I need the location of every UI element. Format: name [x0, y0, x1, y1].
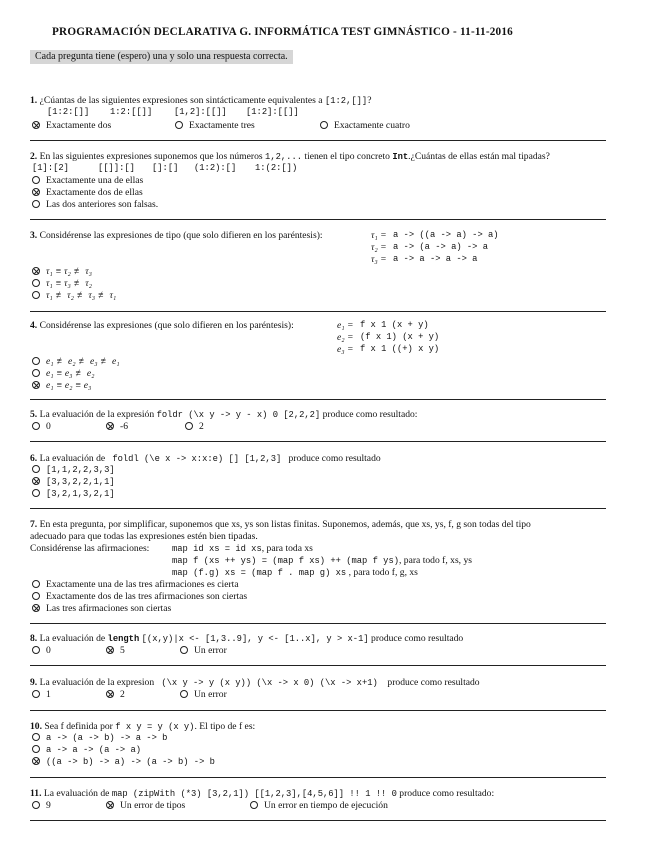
question-2-text3: .¿Cuántas de ellas están mal tipadas?	[408, 151, 550, 162]
q4-option-a[interactable]	[32, 356, 120, 368]
radio-empty-icon	[32, 690, 40, 698]
question-9-text2: produce como resultado	[387, 677, 480, 688]
option-label: Exactamente una de las tres afirmaciones es cierta	[46, 579, 239, 590]
radio-empty-icon	[32, 465, 40, 473]
divider	[30, 311, 606, 312]
question-11-number: 11.	[30, 788, 42, 799]
option-label: Un error en tiempo de ejecución	[264, 800, 388, 811]
option-label: Un error	[194, 645, 227, 656]
q7-claim-1	[172, 543, 313, 556]
radio-empty-icon	[32, 200, 40, 208]
question-2-type: Int	[392, 152, 409, 162]
option-label: τ₁ ≢ τ₂ ≢ τ₃ ≢ τ₁	[46, 290, 117, 301]
q11-option-c[interactable]	[250, 800, 388, 812]
option-label: Exactamente dos de ellas	[46, 187, 143, 198]
q4-def-2-lhs: e₂ =	[337, 332, 354, 343]
question-7-stem	[30, 519, 531, 531]
radio-checked-icon	[32, 267, 40, 275]
question-10-text: Sea f definida por	[44, 721, 113, 732]
q6-option-b[interactable]	[32, 477, 115, 489]
divider	[30, 399, 606, 400]
radio-empty-icon	[32, 745, 40, 753]
radio-empty-icon	[185, 422, 193, 430]
radio-empty-icon	[32, 369, 40, 377]
q7-option-a[interactable]	[32, 579, 239, 591]
q9-option-a[interactable]	[32, 689, 51, 701]
question-1-target-expr: [1:2,[]]	[324, 96, 368, 106]
q1-option-c[interactable]	[320, 120, 410, 132]
option-label: τ₁ ≡ τ₂ ≢ τ₃	[46, 266, 92, 277]
option-label: [1,1,2,2,3,3]	[46, 465, 115, 475]
question-3-stem	[30, 230, 323, 242]
q10-option-a[interactable]	[32, 733, 167, 745]
divider	[30, 665, 606, 666]
option-label: e₁ ≢ e₂ ≢ e₃ ≢ e₁	[46, 356, 120, 367]
question-6-number: 6.	[30, 453, 38, 464]
radio-checked-icon	[106, 801, 114, 809]
q6-option-c[interactable]	[32, 489, 115, 501]
radio-empty-icon	[32, 422, 40, 430]
radio-empty-icon	[32, 801, 40, 809]
question-5-text2: produce como resultado:	[322, 409, 418, 420]
question-9-number: 9.	[30, 677, 38, 688]
radio-empty-icon	[32, 291, 40, 299]
q2-expr-1: [1]:[2]	[32, 163, 69, 173]
option-label: -6	[120, 421, 128, 432]
q4-def-1-rhs: f x 1 (x + y)	[360, 320, 429, 330]
q1-expr-1: [1:2:[]]	[47, 107, 90, 117]
question-11-stem	[30, 788, 494, 801]
question-11-text2: produce como resultado:	[399, 788, 495, 799]
question-10-text2: . El tipo de f es:	[194, 721, 256, 732]
option-label: Exactamente dos de las tres afirmaciones son ciertas	[46, 591, 248, 602]
radio-empty-icon	[180, 690, 188, 698]
option-label: τ₁ ≡ τ₃ ≢ τ₂	[46, 278, 92, 289]
question-8-number: 8.	[30, 633, 38, 644]
question-1-text: ¿Cúantas de las siguientes expresiones son sintácticamente equivalentes a	[39, 95, 323, 106]
question-1-stem	[30, 95, 371, 108]
radio-checked-icon	[106, 422, 114, 430]
question-7-line1: En esta pregunta, por simplificar, suponemos que xs, ys son listas finitas. Suponemos, además, que xs, ys, f, g son todas del tipo	[39, 519, 531, 530]
radio-checked-icon	[32, 757, 40, 765]
radio-checked-icon	[32, 381, 40, 389]
radio-empty-icon	[180, 646, 188, 654]
question-2-number: 2.	[30, 151, 38, 162]
q3-def-3-rhs: a -> a -> a -> a	[393, 254, 478, 264]
q1-option-a[interactable]	[32, 120, 111, 132]
question-5-code: foldr (\x y -> y - x) 0 [2,2,2]	[156, 410, 321, 420]
q4-option-b[interactable]	[32, 368, 94, 380]
q5-option-c[interactable]	[185, 421, 204, 433]
option-label: e₁ ≡ e₃ ≢ e₂	[46, 368, 95, 379]
question-8-code-keyword: length	[107, 634, 140, 644]
q4-def-1-lhs: e₁ =	[337, 320, 354, 331]
q4-option-c[interactable]	[32, 380, 91, 392]
q4-def-2-rhs: (f x 1) (x + y)	[360, 332, 440, 342]
q4-def-3-lhs: e₃ =	[337, 344, 354, 355]
q2-expr-5: 1:(2:[])	[255, 163, 298, 173]
q3-option-a[interactable]	[32, 266, 92, 278]
q5-option-b[interactable]	[106, 421, 128, 433]
q9-option-b[interactable]	[106, 689, 125, 701]
q11-option-b[interactable]	[106, 800, 185, 812]
q7-claim-2	[172, 555, 472, 568]
divider	[30, 140, 606, 141]
radio-empty-icon	[32, 646, 40, 654]
divider	[30, 777, 606, 778]
q9-option-c[interactable]	[180, 689, 227, 701]
option-label: Las tres afirmaciones son ciertas	[46, 603, 172, 614]
q8-option-a[interactable]	[32, 645, 51, 657]
option-label: 0	[46, 421, 51, 432]
question-3-text: Considérense las expresiones de tipo (que solo difieren en los paréntesis):	[39, 230, 323, 241]
radio-checked-icon	[106, 646, 114, 654]
option-label: Exactamente tres	[189, 120, 255, 131]
divider	[30, 219, 606, 220]
option-label: Exactamente una de ellas	[46, 175, 144, 186]
question-2-nums: 1,2,...	[265, 152, 302, 162]
q1-expr-2: 1:2:[[]]	[110, 107, 153, 117]
q4-def-3-rhs: f x 1 ((+) x y)	[360, 344, 440, 354]
question-2-text: En las siguientes expresiones suponemos que los números	[39, 151, 263, 162]
page-title: PROGRAMACIÓN DECLARATIVA G. INFORMÁTICA TEST GIMNÁSTICO - 11-11-2016	[52, 26, 513, 38]
q5-option-a[interactable]	[32, 421, 51, 433]
question-7-number: 7.	[30, 519, 38, 530]
radio-checked-icon	[32, 188, 40, 196]
option-label: 5	[120, 645, 125, 656]
radio-checked-icon	[32, 121, 40, 129]
question-3-number: 3.	[30, 230, 38, 241]
radio-empty-icon	[32, 176, 40, 184]
question-4-text: Considérense las expresiones (que solo difieren en los paréntesis):	[39, 320, 294, 331]
question-1-number: 1.	[30, 95, 38, 106]
option-label: Exactamente dos	[46, 120, 112, 131]
q3-def-3-lhs: τ₃ =	[371, 254, 387, 265]
question-10-code: f x y = y (x y)	[115, 722, 195, 732]
question-8-code: [(x,y)|x <- [1,3..9], y <- [1..x], y > x-1]	[141, 634, 369, 644]
q2-expr-3: []:[]	[152, 163, 179, 173]
question-10-stem	[30, 721, 255, 734]
question-4-stem	[30, 320, 294, 332]
radio-empty-icon	[32, 357, 40, 365]
option-label: a -> a -> (a -> a)	[46, 745, 142, 755]
radio-empty-icon	[32, 279, 40, 287]
q7-option-c[interactable]	[32, 603, 171, 615]
q10-option-b[interactable]	[32, 745, 141, 757]
q1-expr-4: [1:2]:[[]]	[246, 107, 299, 117]
q3-def-1-lhs: τ₁ =	[371, 230, 387, 241]
question-2-stem	[30, 151, 550, 164]
claim-code: map f (xs ++ ys) = (map f xs) ++ (map f ys)	[172, 556, 399, 566]
option-label: Un error	[194, 689, 227, 700]
claim-condition: , para todo f, xs, ys	[399, 555, 473, 566]
option-label: 9	[46, 800, 51, 811]
q2-option-b[interactable]	[32, 187, 143, 199]
option-label: ((a -> b) -> a) -> (a -> b) -> b	[46, 757, 215, 767]
q3-def-1-rhs: a -> ((a -> a) -> a)	[393, 230, 499, 240]
question-11-code: map (zipWith (*3) [3,2,1]) [[1,2,3],[4,5,6]] !! 1 !! 0	[111, 789, 397, 799]
option-label: Las dos anteriores son falsas.	[46, 199, 159, 210]
question-7-line2: adecuado para que todas las expresiones estén bien tipadas.	[30, 531, 258, 542]
question-9-text: La evaluación de la expresion	[39, 677, 155, 688]
question-1-target-end: ?	[367, 95, 372, 106]
q8-option-c[interactable]	[180, 645, 227, 657]
claim-condition: , para todo f, g, xs	[346, 567, 418, 578]
question-6-text2: produce como resultado	[288, 453, 381, 464]
question-8-text2: produce como resultado	[371, 633, 464, 644]
option-label: [3,2,1,3,2,1]	[46, 489, 115, 499]
radio-checked-icon	[32, 477, 40, 485]
option-label: a -> (a -> b) -> a -> b	[46, 733, 168, 743]
q7-claim-3	[172, 567, 418, 580]
q7-option-b[interactable]	[32, 591, 247, 603]
claim-code: map (f.g) xs = (map f . map g) xs	[172, 568, 347, 578]
q10-option-c[interactable]	[32, 757, 215, 769]
question-5-text: La evaluación de la expresión	[39, 409, 155, 420]
question-6-code: foldl (\e x -> x:x:e) [] [1,2,3]	[112, 454, 282, 464]
notice-banner: Cada pregunta tiene (espero) una y solo una respuesta correcta.	[30, 50, 293, 64]
option-label: Exactamente cuatro	[334, 120, 410, 131]
question-9-stem	[30, 677, 480, 690]
question-10-number: 10.	[30, 721, 42, 732]
q8-option-b[interactable]	[106, 645, 125, 657]
divider	[30, 710, 606, 711]
option-label: 1	[46, 689, 51, 700]
q3-def-2-rhs: a -> (a -> a) -> a	[393, 242, 489, 252]
radio-checked-icon	[106, 690, 114, 698]
q11-option-a[interactable]	[32, 800, 51, 812]
divider	[30, 508, 606, 509]
divider	[30, 623, 606, 624]
question-6-text: La evaluación de	[39, 453, 106, 464]
radio-empty-icon	[175, 121, 183, 129]
question-9-code: (\x y -> y (x y)) (\x -> x 0) (\x -> x+1)	[161, 678, 378, 688]
q1-option-b[interactable]	[175, 120, 255, 132]
q3-def-2-lhs: τ₂ =	[371, 242, 387, 253]
radio-empty-icon	[320, 121, 328, 129]
q3-option-b[interactable]	[32, 278, 92, 290]
q2-expr-4: (1:2):[]	[194, 163, 237, 173]
question-5-number: 5.	[30, 409, 38, 420]
option-label: Un error de tipos	[120, 800, 186, 811]
question-7-lead: Considérense las afirmaciones:	[30, 543, 150, 554]
q3-option-c[interactable]	[32, 290, 116, 302]
question-4-number: 4.	[30, 320, 38, 331]
option-label: e₁ ≡ e₂ ≡ e₃	[46, 380, 92, 391]
claim-code: map id xs = id xs	[172, 544, 262, 554]
radio-empty-icon	[32, 733, 40, 741]
divider	[30, 820, 606, 821]
radio-empty-icon	[32, 580, 40, 588]
question-8-text: La evaluación de	[39, 633, 106, 644]
question-2-text2: tienen el tipo concreto	[304, 151, 390, 162]
option-label: 0	[46, 645, 51, 656]
radio-empty-icon	[250, 801, 258, 809]
radio-empty-icon	[32, 489, 40, 497]
question-6-stem	[30, 453, 381, 466]
q6-option-a[interactable]	[32, 465, 115, 477]
option-label: 2	[120, 689, 125, 700]
claim-condition: , para toda xs	[261, 543, 313, 554]
radio-empty-icon	[32, 592, 40, 600]
q1-expr-3: [1,2]:[[]]	[174, 107, 227, 117]
q2-option-c[interactable]	[32, 199, 158, 211]
option-label: 2	[199, 421, 204, 432]
question-8-stem	[30, 633, 463, 646]
radio-checked-icon	[32, 604, 40, 612]
q2-expr-2: [[]]:[]	[98, 163, 135, 173]
option-label: [3,3,2,2,1,1]	[46, 477, 115, 487]
q2-option-a[interactable]	[32, 175, 143, 187]
question-11-text: La evaluación de	[43, 788, 110, 799]
question-5-stem	[30, 409, 417, 422]
divider	[30, 441, 606, 442]
